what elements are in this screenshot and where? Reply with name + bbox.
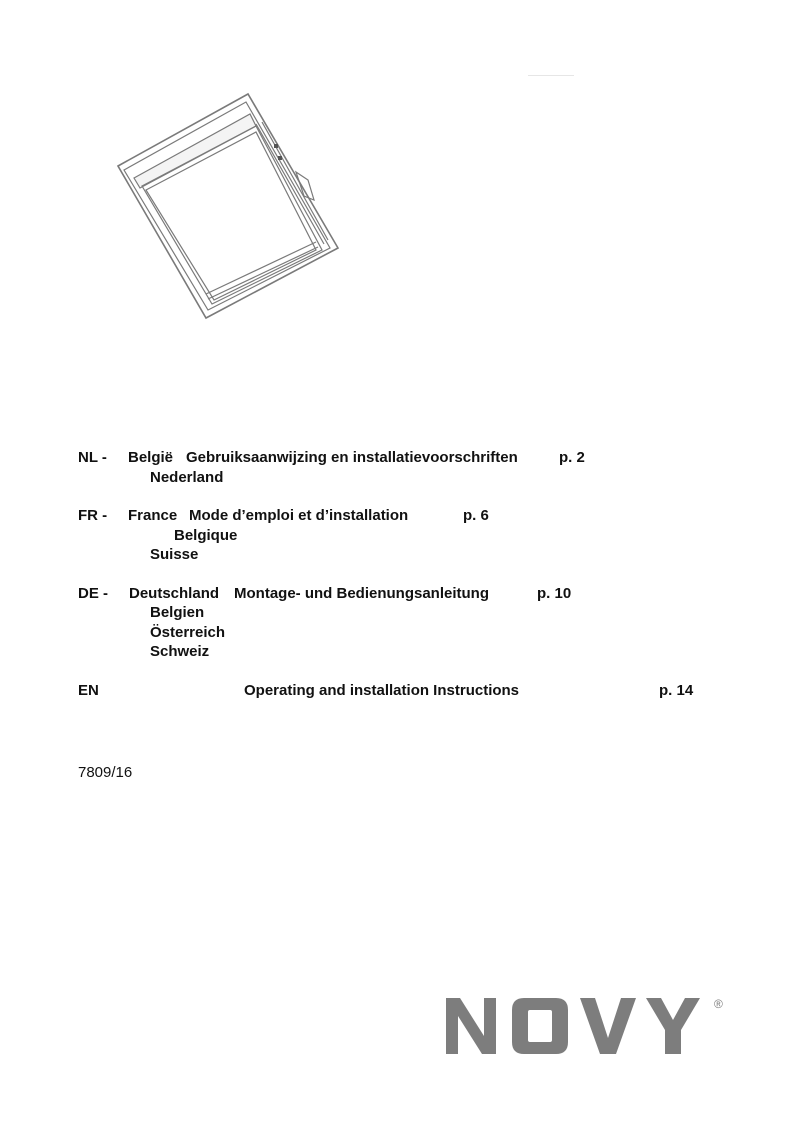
en-code: EN (78, 682, 99, 699)
product-illustration (110, 88, 350, 328)
en-title: Operating and installation Instructions (244, 682, 520, 699)
fr-code: FR - (78, 507, 108, 524)
en-page: p. 14 (659, 682, 694, 699)
nl-country-belgie: België (128, 449, 174, 466)
fr-page: p. 6 (463, 507, 489, 524)
de-country-osterreich: Österreich (150, 624, 226, 641)
fr-country-suisse: Suisse (150, 546, 199, 563)
fr-country-belgique: Belgique (174, 527, 238, 544)
de-code: DE - (78, 585, 108, 602)
document-number: 7809/16 (78, 764, 133, 781)
nl-page: p. 2 (559, 449, 585, 466)
de-country-schweiz: Schweiz (150, 643, 210, 660)
de-country-deutschland: Deutschland (129, 585, 220, 602)
registered-mark: ® (714, 997, 723, 1011)
fr-country-france: France (128, 507, 178, 524)
fr-title: Mode d’emploi et d’installation (189, 507, 409, 524)
de-page: p. 10 (537, 585, 572, 602)
de-country-belgien: Belgien (150, 604, 205, 621)
novy-logo (440, 990, 740, 1062)
de-title: Montage- und Bedienungsanleitung (234, 585, 489, 602)
nl-code: NL - (78, 449, 107, 466)
nl-country-nederland: Nederland (150, 469, 224, 486)
nl-title: Gebruiksaanwijzing en installatievoorschriften (186, 449, 518, 466)
decorative-line (528, 75, 574, 76)
